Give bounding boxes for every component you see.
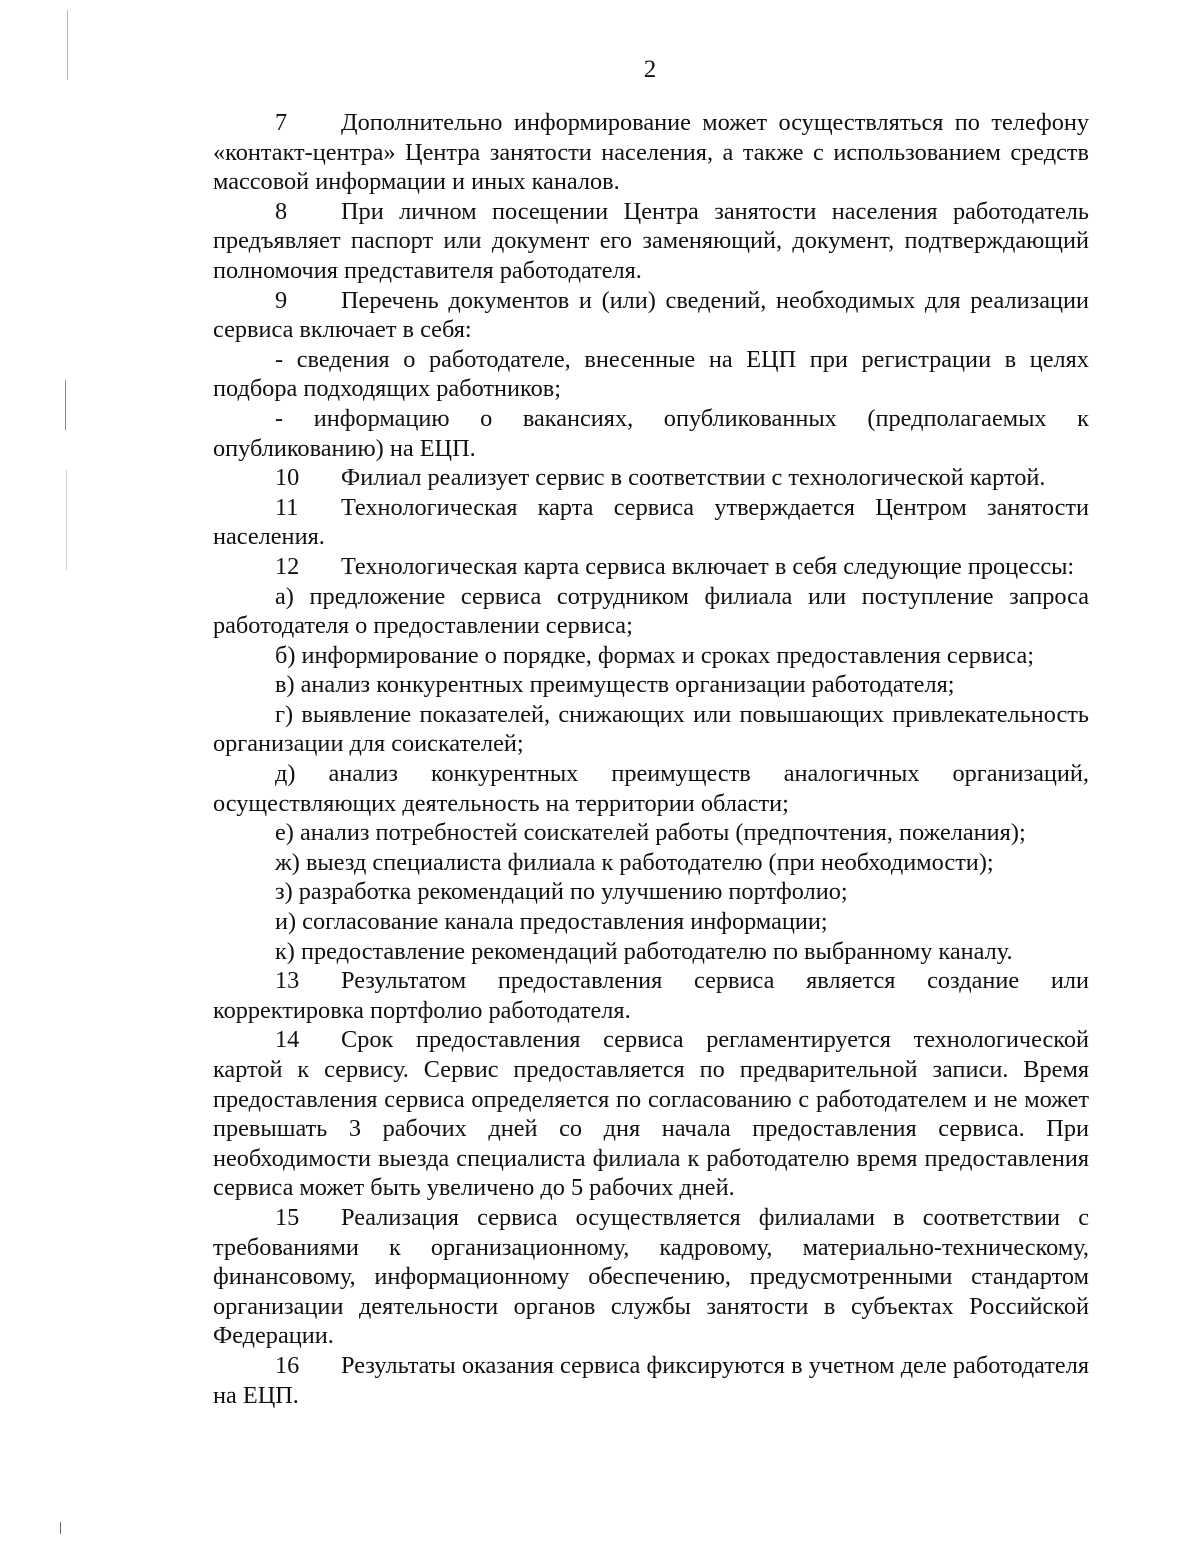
paragraph-text: Филиал реализует сервис в соответствии с технологической картой.: [341, 464, 1046, 492]
paragraph-text: Срок предоставления сервиса регламентируется технологической картой к сервису. Сервис предоставляется по предварительной записи. Время предоставления сервиса определяется по согласованию с работодателем и не может превышать 3 рабочих дней со дня начала предоставления сервиса. При необходимости выезда специалиста филиала к работодателю время предоставления сервиса может быть увеличено до 5 рабочих дней.: [213, 1026, 1089, 1202]
paragraph-number: 13: [275, 967, 300, 995]
paragraph-text: в) анализ конкурентных преимуществ организации работодателя;: [275, 671, 955, 699]
page-number: 2: [643, 56, 657, 83]
numbered-paragraph: [213, 286, 1089, 345]
list-item: [213, 877, 1089, 907]
paragraph-number: 11: [275, 493, 299, 521]
paragraph-text: Перечень документов и (или) сведений, необходимых для реализации сервиса включает в себя:: [213, 286, 1089, 344]
numbered-paragraph: [213, 108, 1089, 197]
paragraph-number: 8: [275, 197, 288, 225]
paragraph-number: 7: [275, 109, 288, 136]
numbered-paragraph: [213, 966, 1089, 1025]
paragraph-text: д) анализ конкурентных преимуществ аналогичных организаций, осуществляющих деятельность на территории области;: [213, 760, 1089, 817]
paragraph-text: г) выявление показателей, снижающих или повышающих привлекательность организации для соискателей;: [213, 700, 1089, 758]
paragraph-number: 12: [275, 552, 300, 580]
list-item: [213, 937, 1089, 967]
paragraph-text: Технологическая карта сервиса утверждается Центром занятости населения.: [213, 493, 1089, 551]
numbered-paragraph: [213, 1203, 1089, 1351]
numbered-paragraph: [213, 463, 1089, 493]
paragraph-text: ж) выезд специалиста филиала к работодателю (при необходимости);: [275, 848, 994, 876]
paragraph-text: к) предоставление рекомендаций работодателю по выбранному каналу.: [275, 937, 1013, 965]
scan-edge-mark: [60, 1522, 61, 1534]
list-item: [213, 345, 1089, 404]
paragraph-number: 15: [275, 1203, 300, 1231]
numbered-paragraph: [213, 552, 1089, 582]
list-item: [213, 404, 1089, 463]
document-body: [213, 108, 1089, 1410]
paragraph-text: Реализация сервиса осуществляется филиалами в соответствии с требованиями к организационному, кадровому, материально-техническому, финансовому, информационному обеспечению, предусмотренными стандартом организации деятельности органов службы занятости в субъектах Российской Федерации.: [213, 1203, 1089, 1350]
numbered-paragraph: [213, 1351, 1089, 1410]
paragraph-text: и) согласование канала предоставления информации;: [275, 908, 828, 936]
list-item: [213, 907, 1089, 937]
paragraph-number: 14: [275, 1026, 300, 1054]
numbered-paragraph: [213, 197, 1089, 286]
paragraph-text: - сведения о работодателе, внесенные на ЕЦП при регистрации в целях подбора подходящих работников;: [213, 345, 1089, 403]
list-item: [213, 759, 1089, 818]
paragraph-text: - информацию о вакансиях, опубликованных (предполагаемых к опубликованию) на ЕЦП.: [213, 404, 1089, 462]
scan-edge-mark: [66, 470, 67, 570]
paragraph-text: Результаты оказания сервиса фиксируются в учетном деле работодателя на ЕЦП.: [213, 1351, 1089, 1409]
paragraph-text: При личном посещении Центра занятости населения работодатель предъявляет паспорт или документ его заменяющий, документ, подтверждающий полномочия представителя работодателя.: [213, 197, 1089, 284]
numbered-paragraph: [213, 493, 1089, 552]
list-item: [213, 700, 1089, 759]
paragraph-text: Дополнительно информирование может осуществляться по телефону «контакт-центра» Центра занятости населения, а также с использованием средств массовой информации и иных каналов.: [213, 109, 1089, 196]
paragraph-number: 10: [275, 464, 300, 492]
scan-edge-mark: [65, 380, 66, 430]
list-item: [213, 818, 1089, 848]
numbered-paragraph: [213, 1025, 1089, 1203]
paragraph-text: Результатом предоставления сервиса является создание или корректировка портфолио работодателя.: [213, 967, 1089, 1024]
paragraph-number: 16: [275, 1351, 300, 1379]
list-item: [213, 641, 1089, 671]
list-item: [213, 582, 1089, 641]
paragraph-text: б) информирование о порядке, формах и сроках предоставления сервиса;: [275, 641, 1034, 669]
paragraph-text: е) анализ потребностей соискателей работы (предпочтения, пожелания);: [275, 819, 1026, 847]
list-item: [213, 848, 1089, 878]
paragraph-text: а) предложение сервиса сотрудником филиала или поступление запроса работодателя о предоставлении сервиса;: [213, 582, 1089, 640]
paragraph-number: 9: [275, 286, 288, 314]
paragraph-text: з) разработка рекомендаций по улучшению портфолио;: [275, 878, 848, 906]
list-item: [213, 670, 1089, 700]
paragraph-text: Технологическая карта сервиса включает в себя следующие процессы:: [341, 552, 1075, 580]
